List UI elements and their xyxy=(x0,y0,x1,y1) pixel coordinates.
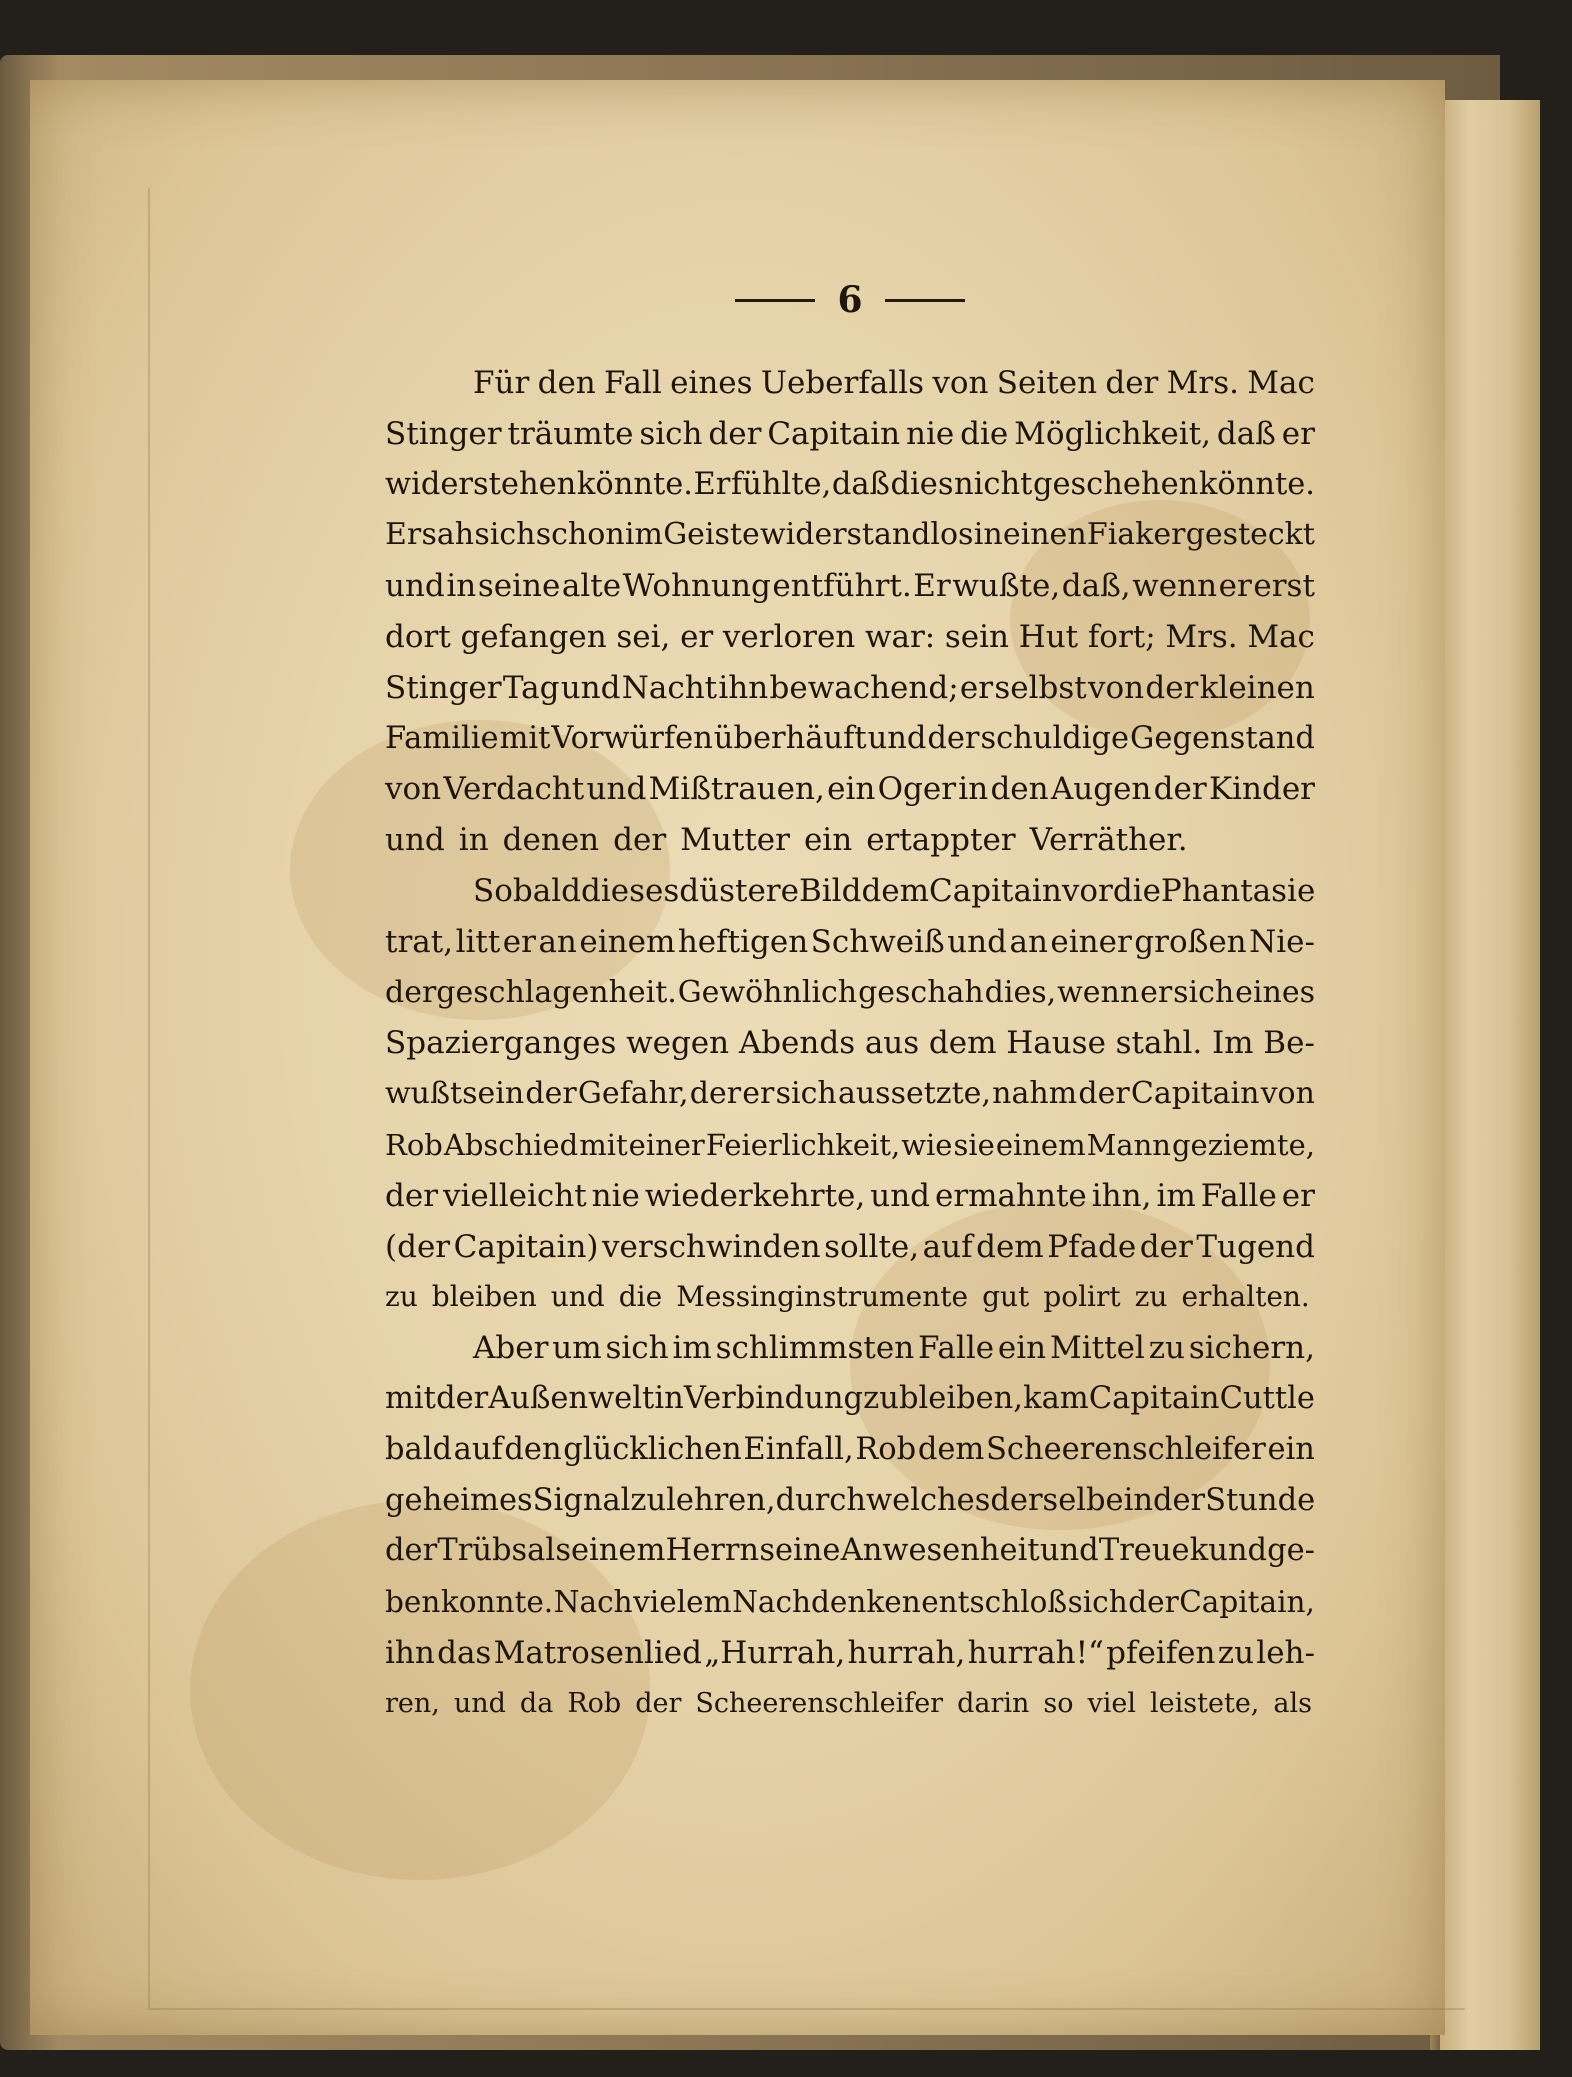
text-line: wußtsein der Gefahr, der er sich aussetzte, nahm der Capitain von xyxy=(385,1076,1315,1112)
text-line: ren, und da Rob der Scheerenschleifer darin so viel leistete, als xyxy=(385,1687,1312,1719)
text-line: und in seine alte Wohnung entführt. Er wußte, daß, wenn er erst xyxy=(385,568,1315,605)
text-line: Für den Fall eines Ueberfalls von Seiten der Mrs. Mac xyxy=(473,365,1315,401)
page-header xyxy=(700,270,1000,330)
text-line: widerstehen könnte. Er fühlte, daß dies nicht geschehen könnte. xyxy=(385,466,1315,502)
body-text xyxy=(385,358,1315,1730)
text-line: Er sah sich schon im Geiste widerstandlos in einen Fiaker gesteckt xyxy=(385,517,1315,553)
text-line: Stinger träumte sich der Capitain nie die Möglichkeit, daß er xyxy=(385,415,1315,452)
text-line: und in denen der Mutter ein ertappter Verräther. xyxy=(385,822,1188,859)
text-line: Sobald dieses düstere Bild dem Capitain vor die Phantasie xyxy=(473,872,1316,909)
text-line: Spazierganges wegen Abends aus dem Hause stahl. Im Be- xyxy=(385,1025,1315,1062)
text-line: Aber um sich im schlimmsten Falle ein Mittel zu sichern, xyxy=(473,1330,1315,1367)
text-line: trat, litt er an einem heftigen Schweiß und an einer großen Nie- xyxy=(385,923,1315,960)
text-line: Rob Abschied mit einer Feierlichkeit, wie sie einem Mann geziemte, xyxy=(385,1127,1315,1162)
text-line: der vielleicht nie wiederkehrte, und ermahnte ihn, im Falle er xyxy=(385,1177,1315,1214)
paragraph xyxy=(385,866,1315,1323)
header-rule-right xyxy=(885,299,965,302)
text-line: geheimes Signal zu lehren, durch welches derselbe in der Stunde xyxy=(385,1482,1316,1518)
text-line: ihn das Matrosenlied „Hurrah, hurrah, hurrah!“ pfeifen zu leh- xyxy=(385,1634,1315,1671)
text-line: von Verdacht und Mißtrauen, ein Oger in den Augen der Kinder xyxy=(385,771,1315,808)
text-line: bald auf den glücklichen Einfall, Rob dem Scheerenschleifer ein xyxy=(385,1431,1315,1467)
text-line: zu bleiben und die Messinginstrumente gut polirt zu erhalten. xyxy=(385,1280,1310,1314)
page-number: 6 xyxy=(837,279,863,321)
text-line: dergeschlagenheit. Gewöhnlich geschah dies, wenn er sich eines xyxy=(385,974,1315,1010)
text-line: Familie mit Vorwürfen überhäuft und der schuldige Gegenstand xyxy=(385,720,1315,756)
text-line: Stinger Tag und Nacht ihn bewachend; er selbst von der kleinen xyxy=(385,669,1315,706)
header-rule-left xyxy=(735,299,815,302)
text-line: der Trübsal seinem Herrn seine Anwesenheit und Treue kundge- xyxy=(385,1533,1315,1569)
paragraph xyxy=(385,358,1315,866)
text-line: dort gefangen sei, er verloren war: sein Hut fort; Mrs. Mac xyxy=(385,618,1315,655)
text-line: mit der Außenwelt in Verbindung zu bleiben, kam Capitain Cuttle xyxy=(385,1380,1315,1416)
text-line: ben konnte. Nach vielem Nachdenken entschloß sich der Capitain, xyxy=(385,1585,1315,1620)
paragraph xyxy=(385,1323,1315,1729)
text-line: (der Capitain) verschwinden sollte, auf dem Pfade der Tugend xyxy=(385,1228,1315,1265)
